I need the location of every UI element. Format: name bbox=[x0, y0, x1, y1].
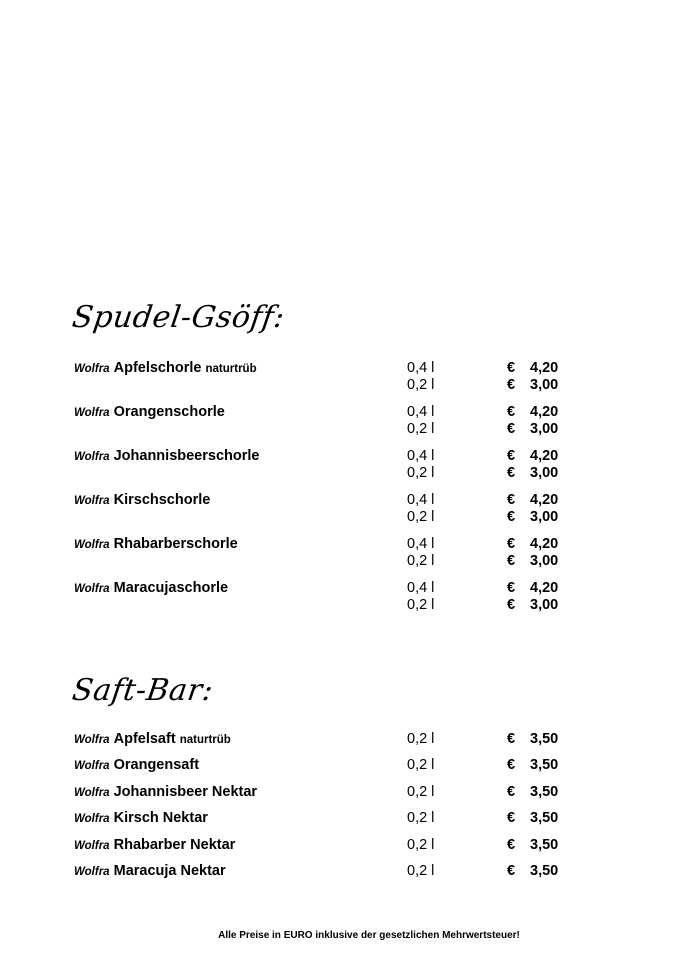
product-name: Kirschschorle bbox=[113, 492, 211, 508]
currency-symbol: € bbox=[507, 810, 516, 826]
size-label: 0,2 l bbox=[407, 784, 435, 800]
size-label: 0,2 l bbox=[407, 553, 435, 569]
menu-item-johannisbeerschorle bbox=[74, 448, 574, 466]
brand-label: Wolfra bbox=[74, 787, 110, 799]
brand-label: Wolfra bbox=[74, 451, 110, 463]
size-label: 0,2 l bbox=[407, 509, 435, 525]
currency-symbol: € bbox=[507, 597, 516, 613]
price-label: 3,00 bbox=[530, 509, 559, 525]
product-name: Maracujaschorle bbox=[113, 580, 229, 596]
price-label: 3,50 bbox=[530, 837, 559, 853]
price-label: 4,20 bbox=[530, 448, 559, 464]
product-note: naturtrüb bbox=[205, 363, 257, 375]
brand-label: Wolfra bbox=[74, 734, 110, 746]
price-label: 3,00 bbox=[530, 465, 559, 481]
price-label: 4,20 bbox=[530, 360, 559, 376]
size-label: 0,4 l bbox=[407, 404, 435, 420]
menu-item-johannisbeer-nektar bbox=[74, 784, 574, 802]
price-label: 3,50 bbox=[530, 757, 559, 773]
price-label: 3,50 bbox=[530, 810, 559, 826]
item-name bbox=[74, 580, 228, 596]
item-name bbox=[74, 863, 226, 879]
price-label: 3,50 bbox=[530, 731, 559, 747]
size-label: 0,2 l bbox=[407, 421, 435, 437]
size-label: 0,4 l bbox=[407, 536, 435, 552]
price-label: 3,00 bbox=[530, 377, 559, 393]
menu-item-rhabarber-nektar bbox=[74, 837, 574, 855]
menu-item-apfelsaft bbox=[74, 731, 574, 749]
item-name bbox=[74, 810, 208, 826]
brand-label: Wolfra bbox=[74, 813, 110, 825]
size-label: 0,2 l bbox=[407, 757, 435, 773]
brand-label: Wolfra bbox=[74, 407, 110, 419]
size-label: 0,2 l bbox=[407, 465, 435, 481]
currency-symbol: € bbox=[507, 509, 516, 525]
currency-symbol: € bbox=[507, 837, 516, 853]
item-name bbox=[74, 731, 231, 747]
currency-symbol: € bbox=[507, 757, 516, 773]
size-label: 0,2 l bbox=[407, 597, 435, 613]
product-name: Orangensaft bbox=[113, 757, 200, 773]
menu-item-apfelschorle-small bbox=[74, 377, 574, 395]
currency-symbol: € bbox=[507, 465, 516, 481]
product-name: Johannisbeerschorle bbox=[113, 448, 260, 464]
currency-symbol: € bbox=[507, 448, 516, 464]
item-name bbox=[74, 492, 210, 508]
menu-item-orangensaft bbox=[74, 757, 574, 775]
currency-symbol: € bbox=[507, 784, 516, 800]
menu-item-orangenschorle-small bbox=[74, 421, 574, 439]
product-name: Rhabarber Nektar bbox=[113, 837, 236, 853]
product-name: Rhabarberschorle bbox=[113, 536, 238, 552]
size-label: 0,2 l bbox=[407, 863, 435, 879]
product-name: Orangenschorle bbox=[113, 404, 225, 420]
price-label: 3,50 bbox=[530, 784, 559, 800]
size-label: 0,2 l bbox=[407, 810, 435, 826]
product-name: Apfelschorle bbox=[113, 360, 202, 376]
menu-item-maracuja-nektar bbox=[74, 863, 574, 881]
menu-item-apfelschorle bbox=[74, 360, 574, 378]
brand-label: Wolfra bbox=[74, 866, 110, 878]
currency-symbol: € bbox=[507, 536, 516, 552]
product-name: Johannisbeer Nektar bbox=[113, 784, 258, 800]
size-label: 0,4 l bbox=[407, 448, 435, 464]
price-label: 3,00 bbox=[530, 553, 559, 569]
price-label: 4,20 bbox=[530, 536, 559, 552]
item-name bbox=[74, 784, 257, 800]
product-note: naturtrüb bbox=[179, 734, 231, 746]
size-label: 0,2 l bbox=[407, 377, 435, 393]
item-name bbox=[74, 360, 257, 376]
menu-item-maracujaschorle bbox=[74, 580, 574, 598]
brand-label: Wolfra bbox=[74, 539, 110, 551]
menu-item-rhabarberschorle-small bbox=[74, 553, 574, 571]
menu-item-maracujaschorle-small bbox=[74, 597, 574, 615]
brand-label: Wolfra bbox=[74, 363, 110, 375]
currency-symbol: € bbox=[507, 731, 516, 747]
menu-item-johannisbeerschorle-small bbox=[74, 465, 574, 483]
currency-symbol: € bbox=[507, 404, 516, 420]
currency-symbol: € bbox=[507, 421, 516, 437]
price-label: 4,20 bbox=[530, 580, 559, 596]
price-label: 3,50 bbox=[530, 863, 559, 879]
price-label: 4,20 bbox=[530, 404, 559, 420]
footer-note: Alle Preise in EURO inklusive der gesetzlichen Mehrwertsteuer! bbox=[218, 930, 520, 941]
item-name bbox=[74, 837, 235, 853]
menu-item-orangenschorle bbox=[74, 404, 574, 422]
currency-symbol: € bbox=[507, 553, 516, 569]
item-name bbox=[74, 757, 199, 773]
currency-symbol: € bbox=[507, 863, 516, 879]
size-label: 0,4 l bbox=[407, 360, 435, 376]
menu-item-kirsch-nektar bbox=[74, 810, 574, 828]
menu-item-kirschschorle-small bbox=[74, 509, 574, 527]
price-label: 3,00 bbox=[530, 421, 559, 437]
brand-label: Wolfra bbox=[74, 760, 110, 772]
price-label: 4,20 bbox=[530, 492, 559, 508]
menu-item-kirschschorle bbox=[74, 492, 574, 510]
size-label: 0,2 l bbox=[407, 731, 435, 747]
currency-symbol: € bbox=[507, 580, 516, 596]
size-label: 0,4 l bbox=[407, 492, 435, 508]
item-name bbox=[74, 448, 259, 464]
currency-symbol: € bbox=[507, 360, 516, 376]
brand-label: Wolfra bbox=[74, 840, 110, 852]
product-name: Kirsch Nektar bbox=[113, 810, 208, 826]
section-title-saft-bar: Saft-Bar: bbox=[70, 673, 216, 708]
brand-label: Wolfra bbox=[74, 495, 110, 507]
item-name bbox=[74, 536, 238, 552]
product-name: Maracuja Nektar bbox=[113, 863, 226, 879]
size-label: 0,4 l bbox=[407, 580, 435, 596]
size-label: 0,2 l bbox=[407, 837, 435, 853]
brand-label: Wolfra bbox=[74, 583, 110, 595]
section-title-spudel: Spudel-Gsöff: bbox=[70, 300, 287, 335]
menu-item-rhabarberschorle bbox=[74, 536, 574, 554]
item-name bbox=[74, 404, 225, 420]
product-name: Apfelsaft bbox=[113, 731, 176, 747]
currency-symbol: € bbox=[507, 377, 516, 393]
currency-symbol: € bbox=[507, 492, 516, 508]
price-label: 3,00 bbox=[530, 597, 559, 613]
